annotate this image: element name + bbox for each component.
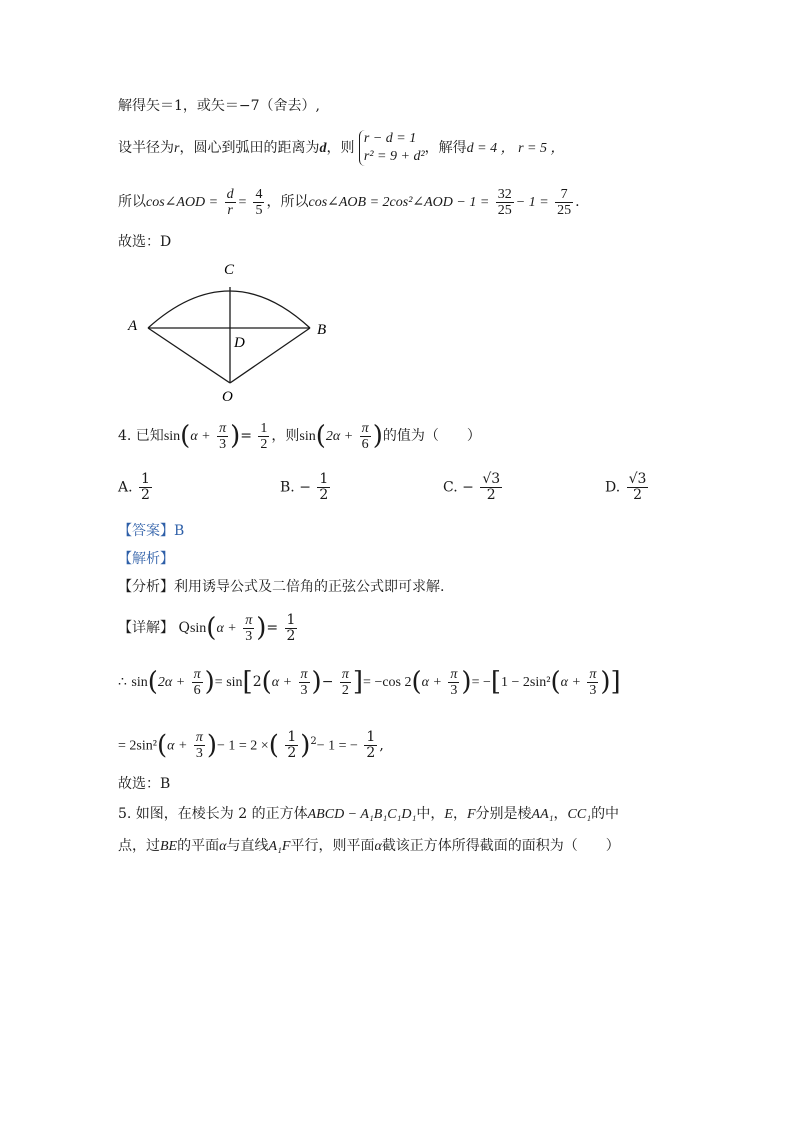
math: E — [444, 807, 453, 822]
label-B: B — [317, 322, 327, 338]
den: 2 — [366, 745, 376, 762]
math: CC₁ — [567, 807, 592, 822]
math: sin — [299, 429, 316, 444]
math: sin — [189, 621, 207, 636]
text: ，则 — [271, 428, 300, 444]
solution-line-3 — [118, 180, 580, 224]
math: 2α + — [325, 429, 354, 444]
fraction — [225, 187, 236, 218]
den: 2 — [319, 487, 329, 503]
analysis-summary — [118, 577, 444, 597]
math: = — [240, 428, 252, 444]
sector-diagram — [118, 256, 348, 406]
text: ，圆心到弧田的距离为 — [179, 140, 320, 156]
den: 2 — [633, 487, 643, 503]
text: ，则 — [326, 140, 355, 156]
solution-line-1 — [118, 96, 320, 116]
num: π — [195, 730, 203, 746]
label-D: D — [234, 335, 245, 351]
paren: ) — [206, 730, 218, 761]
den: 25 — [557, 202, 572, 218]
math: − 1 = − — [316, 738, 358, 754]
fraction — [360, 421, 371, 452]
den: 2 — [486, 487, 496, 503]
den: 2 — [287, 745, 297, 762]
fraction — [496, 187, 514, 218]
den: 5 — [255, 202, 263, 218]
paren: ) — [230, 421, 241, 451]
num: 1 — [287, 729, 297, 746]
arc-ACB — [148, 291, 310, 328]
text: 的值为（ ） — [382, 428, 481, 444]
fraction — [448, 667, 459, 698]
math: , — [379, 737, 384, 754]
num: 32 — [497, 186, 512, 202]
den: 2 — [286, 627, 296, 644]
math-var: r — [174, 141, 180, 156]
num: 1 — [319, 471, 329, 487]
math-var: d — [319, 141, 327, 156]
math: cos∠AOB = 2cos²∠AOD − 1 = — [308, 195, 490, 210]
math: = 2sin² — [118, 738, 157, 754]
num: π — [589, 666, 597, 682]
paren: ( — [147, 667, 158, 697]
math: − 1 = — [515, 195, 549, 210]
paren: ) — [461, 667, 472, 697]
num: π — [361, 420, 369, 436]
solution-line-2 — [118, 128, 565, 168]
paren: ( — [261, 667, 272, 697]
fraction — [627, 472, 649, 503]
paren: ) — [311, 667, 322, 697]
text: 故选：D — [118, 234, 172, 250]
therefore: ∴ — [118, 674, 127, 690]
fraction — [258, 421, 269, 452]
num: 1 — [286, 611, 296, 628]
paren: ( — [206, 613, 217, 643]
num: 4 — [255, 186, 263, 202]
fraction — [317, 472, 330, 503]
paren: ( — [268, 730, 279, 761]
answer-line — [118, 521, 184, 541]
num: 1 — [260, 420, 268, 436]
option-label: C. — [443, 479, 458, 496]
fraction — [364, 730, 377, 761]
num: √3 — [482, 471, 501, 487]
text: 的平面 — [177, 838, 220, 854]
text: . — [575, 194, 580, 210]
text: ，解得 — [424, 140, 467, 156]
text: 截该正方体所得截面的面积为（ ） — [381, 838, 620, 854]
math: AA₁ — [531, 807, 554, 822]
text: 点，过 — [118, 838, 160, 854]
math-result: d = 4 ， r = 5 ， — [466, 141, 565, 156]
radius-AO — [148, 328, 230, 383]
option-B[interactable] — [280, 472, 332, 503]
option-D[interactable] — [605, 472, 650, 503]
math: A₁F — [268, 839, 291, 854]
num: 1 — [366, 729, 376, 746]
question-4 — [118, 414, 481, 458]
analysis-heading — [118, 549, 174, 569]
text: 【答案】B — [118, 523, 185, 539]
num: 7 — [555, 187, 573, 203]
num: π — [450, 666, 458, 682]
fraction — [285, 730, 298, 761]
text: 【分析】利用诱导公式及二倍角的正弦公式即可求解. — [118, 579, 445, 595]
detail-step-3 — [118, 720, 384, 764]
den: 2 — [260, 436, 268, 452]
text: 与直线 — [226, 838, 269, 854]
den: 6 — [193, 682, 201, 698]
math: 2 — [252, 674, 262, 690]
fraction — [555, 187, 573, 218]
eq: r − d = 1 — [363, 131, 417, 146]
paren: ( — [156, 730, 168, 761]
text: ， — [553, 806, 568, 822]
num: π — [245, 612, 253, 628]
text: 【详解】 — [118, 620, 174, 636]
label-O: O — [222, 389, 233, 405]
math: α + — [421, 675, 442, 690]
fraction — [253, 187, 264, 218]
fraction — [139, 472, 152, 503]
math: = — [266, 620, 279, 636]
math: α — [219, 839, 227, 854]
text: 中， — [416, 806, 445, 822]
bracket: [ — [242, 667, 253, 697]
num: π — [341, 666, 349, 682]
text: 设半径为 — [118, 140, 174, 156]
option-C[interactable] — [443, 472, 504, 503]
math: ABCD − A₁B₁C₁D₁ — [307, 807, 417, 822]
den: 3 — [219, 436, 227, 452]
option-label: B. — [280, 479, 295, 496]
detail-step-2 — [118, 660, 621, 704]
bracket: ] — [352, 667, 364, 697]
text: 解得矢＝1，或矢＝−7（舍去）, — [118, 98, 320, 114]
text: 分别是棱 — [475, 806, 532, 822]
math: = sin — [214, 675, 243, 690]
option-A[interactable] — [118, 472, 154, 503]
fraction — [299, 667, 310, 698]
option-label: D. — [605, 479, 621, 496]
paren: ) — [300, 730, 311, 761]
fraction — [340, 667, 351, 698]
bracket: ] — [610, 667, 621, 697]
math: α + — [216, 621, 237, 636]
text: 所以 — [118, 194, 146, 210]
math: α — [374, 839, 382, 854]
bracket: [ — [490, 667, 502, 697]
math: 1 − 2sin² — [501, 675, 551, 690]
math: cos∠AOD = — [146, 195, 219, 210]
text: 4. 已知 — [118, 428, 164, 444]
den: r — [227, 202, 233, 218]
eq: r² = 9 + d² — [363, 149, 425, 164]
num: d — [226, 186, 234, 202]
den: 6 — [361, 436, 369, 452]
text: 【解析】 — [118, 551, 174, 567]
text: 5. 如图，在棱长为 2 的正方体 — [118, 806, 308, 822]
paren: ) — [372, 421, 383, 451]
paren: ( — [550, 667, 561, 697]
final-choice-line — [118, 774, 170, 794]
math: BE — [160, 839, 178, 854]
text: 故选：B — [118, 776, 171, 792]
text: 平行，则平面 — [290, 838, 375, 854]
fraction — [217, 421, 228, 452]
math: = − — [471, 675, 491, 690]
den: 3 — [195, 746, 203, 762]
math: α + — [271, 675, 293, 690]
text: 的中 — [591, 806, 620, 822]
den: 2 — [141, 487, 150, 503]
math: sin — [163, 429, 181, 444]
fraction — [480, 472, 502, 503]
den: 2 — [341, 682, 349, 698]
fraction — [192, 667, 203, 698]
fraction — [194, 730, 205, 761]
question-5-line-1 — [118, 804, 619, 825]
den: 3 — [245, 628, 253, 644]
question-5-line-2 — [118, 836, 620, 857]
paren: ) — [600, 667, 611, 697]
paren: ( — [315, 421, 326, 451]
num: π — [193, 666, 201, 682]
text: ， — [452, 806, 467, 822]
paren: ) — [256, 613, 267, 643]
den: 3 — [300, 682, 308, 698]
paren: ) — [204, 667, 215, 697]
math: = −cos 2 — [363, 675, 412, 690]
math: sin — [131, 675, 148, 690]
den: 25 — [497, 202, 512, 218]
text: ，所以 — [266, 194, 309, 210]
exponent: 2 — [310, 736, 317, 747]
paren: ( — [180, 421, 191, 451]
num: √3 — [628, 471, 647, 487]
math: 2α + — [157, 675, 186, 690]
solution-line-4 — [118, 232, 171, 252]
sign: − — [462, 479, 474, 496]
math: = — [237, 195, 248, 210]
den: 3 — [589, 682, 597, 698]
detail-step-1 — [118, 606, 299, 650]
label-A: A — [128, 318, 138, 334]
sign: − — [299, 479, 311, 496]
math: F — [466, 807, 476, 822]
math: − 1 = 2 × — [217, 738, 269, 754]
den: 3 — [450, 682, 458, 698]
math: − — [321, 674, 334, 690]
math: α + — [190, 429, 211, 444]
math: Q — [178, 620, 190, 636]
label-C: C — [224, 262, 235, 278]
math: α + — [560, 675, 581, 690]
fraction — [285, 613, 298, 644]
fraction — [587, 667, 598, 698]
paren: ( — [411, 667, 422, 697]
num: π — [300, 666, 308, 682]
num: 1 — [141, 471, 150, 487]
option-label: A. — [118, 479, 133, 496]
num: π — [219, 420, 227, 436]
fraction — [243, 613, 254, 644]
equation-system — [359, 130, 425, 166]
math: α + — [167, 738, 188, 754]
